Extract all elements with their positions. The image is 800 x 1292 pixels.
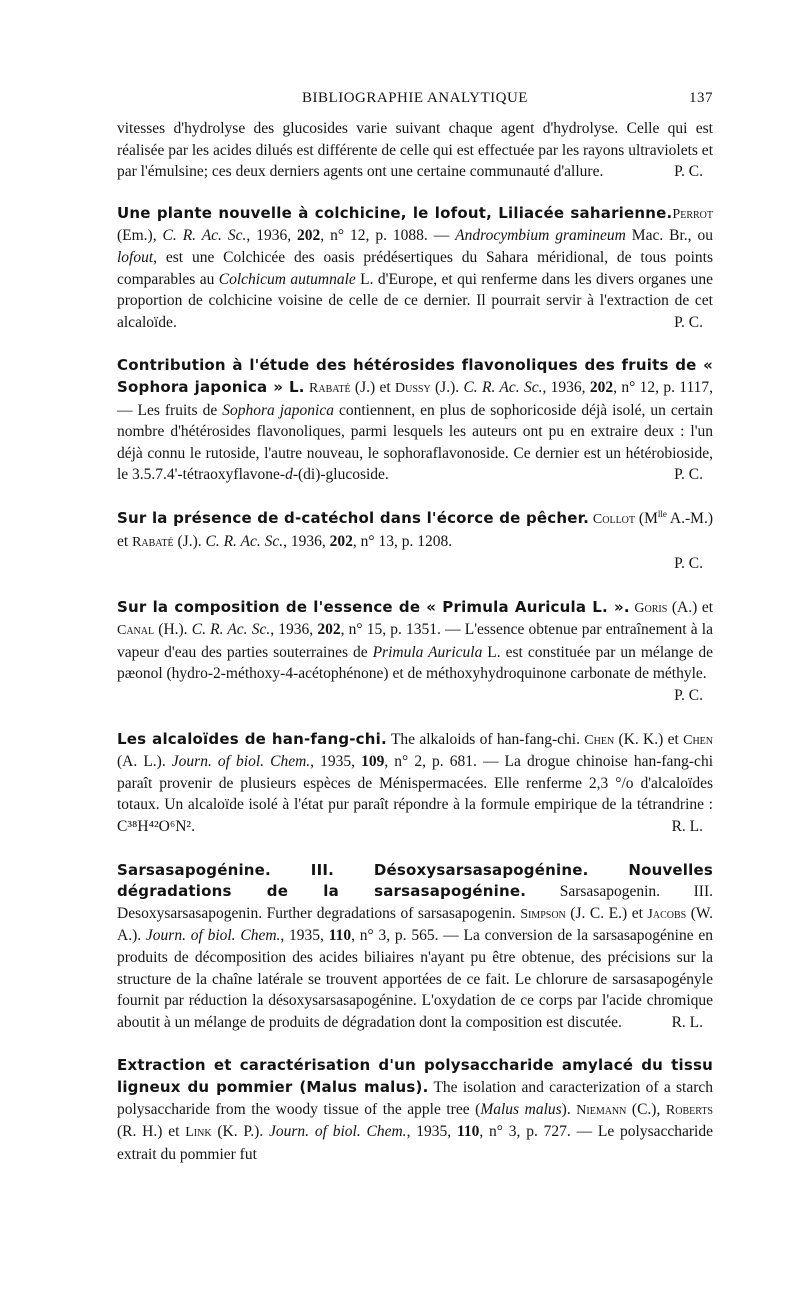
species-name: Colchicum autumnale xyxy=(218,270,356,288)
journal-name: C. R. Ac. Sc. xyxy=(162,227,247,245)
journal-name: Journ. of biol. Chem. xyxy=(269,1123,407,1141)
journal-name: C. R. Ac. Sc. xyxy=(191,621,271,639)
chemical-formula: C³⁸H⁴²O⁶N². xyxy=(117,818,195,836)
abstract-entry xyxy=(117,597,713,707)
abstract-entry xyxy=(117,203,713,334)
author-name: Roberts xyxy=(665,1102,713,1118)
journal-name: Journ. of biol. Chem. xyxy=(171,753,311,771)
author-name: Chen xyxy=(683,732,714,748)
body-text: L. d'Europe, et qui renferme dans les divers organes une proportion de colchicine voisine de celle de ce dernier. Il pourrait servir à l'extraction de cet alcaloïde. xyxy=(117,270,713,331)
volume-number: 202 xyxy=(329,532,353,550)
citation-text: A.-M.) et xyxy=(117,509,713,550)
citation-text: (K. K.) et xyxy=(614,730,684,748)
body-text: , n° 12, p. 1117, — Les fruits de xyxy=(117,378,714,419)
body-text: contiennent, en plus de sophoricoside déjà isolé, un certain nombre d'hétérosides flavonoliques, parmi lesquels les auteurs ont pu en extraire deux : l'un déjà connu le rutoside, l'autre nouveau, le sophoraflavonoside. Ce dernier est un hétérobioside, le 3.5.7.4'-tétraoxyflavone- xyxy=(117,401,713,484)
entry-title: Les alcaloïdes de han-fang-chi. xyxy=(117,729,387,748)
citation-text: , 1936, xyxy=(270,621,318,639)
author-name: Rabaté xyxy=(132,534,174,550)
reviewer-initials: P. C. xyxy=(674,163,703,181)
author-name: Niemann xyxy=(576,1102,627,1118)
species-name: Primula Auricula xyxy=(372,643,483,661)
isomer-prefix: d xyxy=(285,466,293,484)
citation-text: (J.) et xyxy=(350,378,395,396)
author-name: Jacobs xyxy=(647,906,687,922)
volume-number: 110 xyxy=(456,1123,480,1141)
author-name: Simpson xyxy=(520,906,566,922)
citation-text: (M xyxy=(635,509,658,527)
citation-text: (J. C. E.) et xyxy=(565,904,648,922)
citation-text: (A. L.). xyxy=(117,753,172,771)
author-name: Dussy xyxy=(395,380,431,396)
species-name: Malus malus xyxy=(480,1100,562,1118)
citation-text: , 1935, xyxy=(310,753,362,771)
running-title: BIBLIOGRAPHIE ANALYTIQUE xyxy=(302,90,528,106)
volume-number: 202 xyxy=(589,378,614,396)
page-number: 137 xyxy=(689,90,713,106)
citation-text: (W. A.). xyxy=(117,904,713,945)
volume-number: 202 xyxy=(297,227,321,245)
body-text: , est une Colchicée des oasis prédésertiques du Sahara méridional, de tous points comparables au xyxy=(117,248,713,288)
body-text: L. est constituée par un mélange de pæonol (hydro-2-méthoxy-4-acétophénone) et de méthoxyhydroquinone carbonate de méthyle. xyxy=(117,643,713,683)
body-text: -(di)-glucoside. xyxy=(292,466,389,484)
citation-text: , 1936, xyxy=(246,227,298,245)
page-body xyxy=(117,118,713,1165)
entry-title: Sur la présence de d-catéchol dans l'écorce de pêcher. xyxy=(117,508,589,527)
citation-text: (H.). xyxy=(154,621,192,639)
citation-text: , 1935, xyxy=(406,1123,457,1141)
author-name: Chen xyxy=(584,732,615,748)
citation-text: (J.). xyxy=(430,378,464,396)
english-title: The alkaloids of han-fang-chi. xyxy=(386,730,585,748)
journal-name: Journ. of biol. Chem. xyxy=(145,927,281,945)
body-text: , n° 2, p. 681. — La drogue chinoise han-fang-chi paraît provenir de plusieurs espèces de Ménispermacées. Elle renferme 2,3 °/o d'alcaloïdes totaux. Un alcaloïde isolé à l'état pur paraît répondre à la formule empirique de la tétrandrine : xyxy=(117,753,713,814)
entry-title: Sur la composition de l'essence de « Primula Auricula L. ». xyxy=(117,597,630,616)
journal-name: C. R. Ac. Sc. xyxy=(205,532,284,550)
citation-text: (K. P.). xyxy=(211,1123,270,1141)
author-name: Link xyxy=(185,1125,212,1141)
citation-text: (R. H.) et xyxy=(117,1123,186,1141)
citation-text: , 1936, xyxy=(283,532,330,550)
abstract-entry xyxy=(117,729,713,838)
english-title: Sarsasapogenin. III. Desoxysarsasapogenin. Further degradations of sarsasapogenin. xyxy=(117,883,713,922)
reviewer-initials: R. L. xyxy=(671,1013,703,1031)
abstract-entry xyxy=(117,1055,713,1165)
entry-title: Extraction et caractérisation d'un polysaccharide amylacé du tissu ligneux du pommier (Malus malus). xyxy=(117,1056,713,1096)
author-name: Collot xyxy=(592,511,636,527)
species-name: Sophora japonica xyxy=(222,401,334,419)
journal-name: C. R. Ac. Sc. xyxy=(463,378,543,396)
abstract-entry xyxy=(117,355,713,486)
plant-name: lofout xyxy=(117,248,154,266)
author-name: Perrot xyxy=(672,206,713,222)
entry-title: Une plante nouvelle à colchicine, le lofout, Liliacée saharienne. xyxy=(117,203,673,222)
author-name: Goris xyxy=(634,600,668,616)
citation-text: , n° 12, p. 1088. — xyxy=(320,227,456,245)
author-name: Canal xyxy=(117,623,155,639)
volume-number: 109 xyxy=(361,753,385,771)
running-header xyxy=(117,84,713,108)
abstract-entry xyxy=(117,860,713,1034)
body-text: , n° 15, p. 1351. — L'essence obtenue par entraînement à la vapeur d'eau des parties souterraines de xyxy=(117,621,713,661)
reviewer-initials: P. C. xyxy=(674,555,703,573)
reviewer-initials: P. C. xyxy=(674,466,703,484)
entry-title: Sarsasapogénine. III. Désoxysarsasapogénine. Nouvelles dégradations de la sarsasapogénine. xyxy=(117,860,713,901)
citation-text: (A.) et xyxy=(667,598,714,616)
citation-text: , 1935, xyxy=(280,927,329,945)
citation-text: (Em.), xyxy=(117,227,163,245)
body-text: , n° 3, p. 727. — Le polysaccharide extrait du pommier fut xyxy=(117,1123,713,1163)
citation-text: , 1936, xyxy=(542,378,590,396)
citation-text: (C.), xyxy=(626,1100,666,1118)
citation-text: ). xyxy=(561,1100,577,1118)
document-page xyxy=(117,84,713,1187)
reviewer-initials: R. L. xyxy=(671,818,703,836)
reviewer-initials: P. C. xyxy=(674,313,703,331)
volume-number: 202 xyxy=(317,621,341,639)
title-superscript: lle xyxy=(657,508,667,519)
reviewer-initials: P. C. xyxy=(674,687,703,705)
abstract-entry xyxy=(117,508,713,575)
species-name: Androcymbium gramineum xyxy=(455,227,626,245)
paragraph-continuation xyxy=(117,118,713,183)
volume-number: 110 xyxy=(328,927,352,945)
english-title: The isolation and caracterization of a starch polysaccharide from the woody tissue of the apple tree ( xyxy=(117,1078,713,1118)
paragraph-text: vitesses d'hydrolyse des glucosides varie suivant chaque agent d'hydrolyse. Celle qui est réalisée par les acides dilués est différente de celle qui est effectuée par les rayons ultraviolets et par l'émulsine; ces deux derniers agents ont une certaine communauté d'allure. xyxy=(117,120,713,181)
citation-text: , n° 13, p. 1208. xyxy=(352,532,453,550)
body-text: Mac. Br., ou xyxy=(625,227,713,245)
entry-title: Contribution à l'étude des hétérosides flavonoliques des fruits de « Sophora japonica » L. xyxy=(117,356,713,396)
body-text: , n° 3, p. 565. — La conversion de la sarsasapogénine en produits de décomposition des acides biliaires n'ayant pu être obtenue, des précisions sur la structure de la chaîne latérale se trouvent apportées de ce fait. Le chlorure de sarsasapogényle fournit par réduction la désoxysarsasapogénine. L'oxydation de ce corps par l'acide chromique aboutit à un mélange de produits de dégradation dont la composition est discutée. xyxy=(117,927,714,1031)
citation-text: (J.). xyxy=(173,532,206,550)
author-name: Rabaté xyxy=(309,380,351,396)
